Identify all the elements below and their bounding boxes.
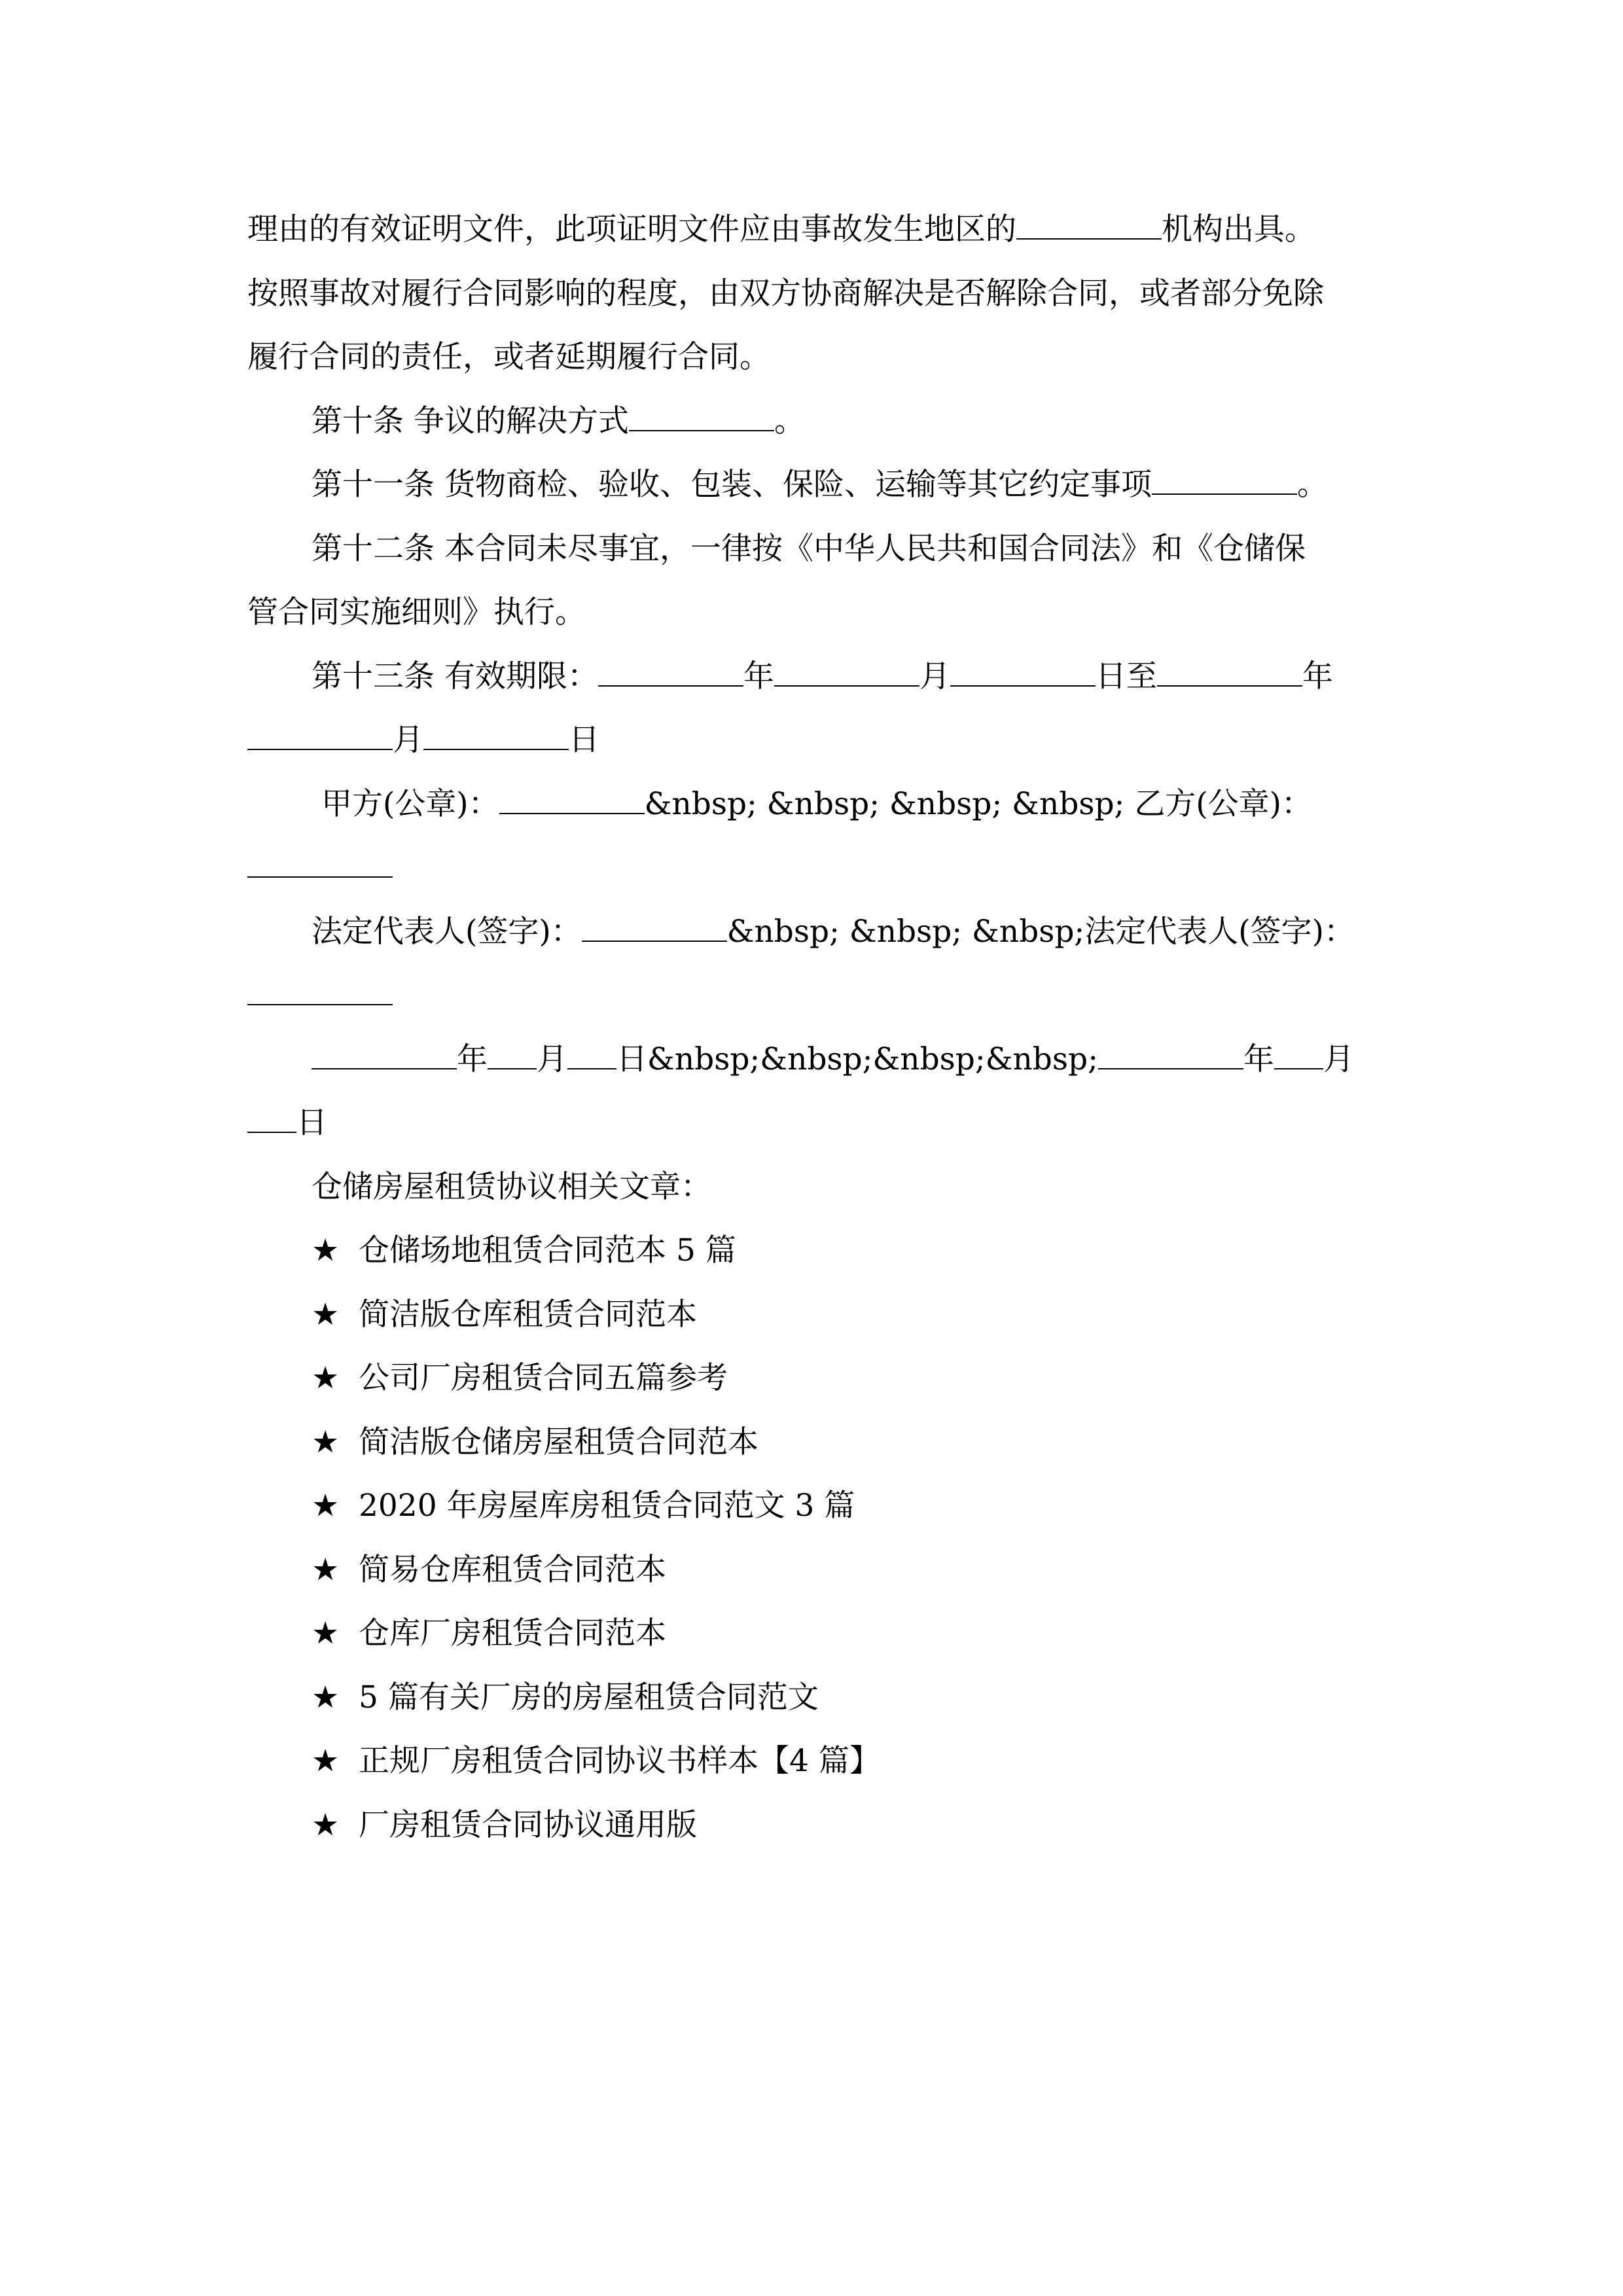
star-icon: ★: [312, 1679, 340, 1715]
fill-in-blank: [567, 1042, 616, 1069]
seal-line: [247, 772, 1380, 836]
text: 年: [743, 658, 774, 694]
fill-in-blank: [1016, 212, 1162, 240]
fill-in-blank: [499, 787, 645, 814]
article-13-continued: [247, 708, 1380, 772]
date-line: [247, 1028, 1380, 1092]
star-icon: ★: [312, 1424, 340, 1460]
related-articles-list: [247, 1219, 1380, 1857]
text: 月: [919, 658, 950, 694]
fill-in-blank: [1098, 1042, 1243, 1069]
related-article-title: 简易仓库租赁合同范本: [359, 1551, 666, 1588]
fill-in-blank: [950, 659, 1096, 687]
nbsp-text: &nbsp; &nbsp; &nbsp; &nbsp;: [644, 785, 1135, 822]
related-article-link[interactable]: [247, 1666, 1380, 1730]
paragraph-line: 按照事故对履行合同影响的程度，由双方协商解决是否解除合同，或者部分免除: [247, 275, 1324, 312]
star-icon: ★: [312, 1232, 340, 1268]
related-article-link[interactable]: [247, 1283, 1380, 1347]
related-article-link[interactable]: [247, 1793, 1380, 1857]
related-article-link[interactable]: [247, 1538, 1380, 1602]
article-12-continued: 管合同实施细则》执行。: [247, 594, 586, 630]
legal-rep-label: 法定代表人(签字)：: [312, 913, 582, 950]
fill-in-blank: [1274, 1042, 1323, 1069]
fill-in-blank: [774, 659, 919, 687]
fill-in-blank: [1152, 467, 1297, 495]
text: 理由的有效证明文件，此项证明文件应由事故发生地区的: [247, 211, 1016, 247]
text: 机构出具。: [1162, 211, 1315, 247]
star-icon: ★: [312, 1296, 340, 1333]
text: 月: [393, 722, 423, 758]
related-article-link[interactable]: [247, 1474, 1380, 1538]
text: 年: [1243, 1041, 1274, 1077]
related-article-title: 5 篇有关厂房的房屋租赁合同范文: [359, 1679, 819, 1715]
fill-in-blank: [423, 723, 569, 750]
related-article-link[interactable]: [247, 1410, 1380, 1475]
nbsp-text: &nbsp;&nbsp;&nbsp;&nbsp;: [647, 1041, 1098, 1077]
fill-in-blank: [247, 850, 393, 878]
fill-in-blank: [1157, 659, 1302, 687]
paragraph-line: [247, 198, 1380, 262]
star-icon: ★: [312, 1615, 340, 1651]
star-icon: ★: [312, 1743, 340, 1779]
date-line-continued: [247, 1091, 1380, 1155]
fill-in-blank: [629, 404, 774, 431]
fill-in-blank: [247, 978, 393, 1005]
related-article-title: 简洁版仓库租赁合同范本: [359, 1296, 697, 1333]
party-a-seal-label: 甲方(公章)：: [312, 785, 499, 822]
star-icon: ★: [312, 1360, 340, 1396]
star-icon: ★: [312, 1488, 340, 1524]
text: 月: [537, 1041, 567, 1077]
text: 第十条 争议的解决方式: [312, 403, 629, 439]
paragraph-line: 履行合同的责任，或者延期履行合同。: [247, 339, 770, 375]
legal-rep-label: 法定代表人(签字)：: [1084, 913, 1355, 950]
fill-in-blank: [488, 1042, 537, 1069]
related-article-title: 公司厂房租赁合同五篇参考: [359, 1360, 728, 1396]
document-page: [247, 198, 1380, 1857]
party-b-seal-label: 乙方(公章)：: [1134, 785, 1313, 822]
fill-in-blank: [247, 723, 393, 750]
text: 日: [296, 1105, 327, 1141]
related-article-link[interactable]: [247, 1602, 1380, 1666]
related-article-title: 简洁版仓储房屋租赁合同范本: [359, 1424, 758, 1460]
text: 年: [457, 1041, 488, 1077]
legal-rep-line: [247, 900, 1380, 964]
text: 日: [616, 1041, 647, 1077]
related-article-title: 厂房租赁合同协议通用版: [359, 1806, 697, 1843]
text: 第十三条 有效期限：: [312, 658, 598, 694]
article-12: 第十二条 本合同未尽事宜，一律按《中华人民共和国合同法》和《仓储保: [312, 530, 1306, 567]
article-13: [247, 645, 1380, 709]
text: 月: [1323, 1041, 1354, 1077]
text: 日至: [1095, 658, 1157, 694]
article-11: [247, 453, 1380, 517]
text: 第十一条 货物商检、验收、包装、保险、运输等其它约定事项: [312, 467, 1152, 503]
text: 年: [1302, 658, 1333, 694]
related-article-title: 正规厂房租赁合同协议书样本【4 篇】: [359, 1743, 880, 1779]
text: 。: [1296, 467, 1328, 503]
related-article-link[interactable]: [247, 1729, 1380, 1793]
related-article-link[interactable]: [247, 1346, 1380, 1410]
text: 日: [569, 722, 599, 758]
fill-in-blank: [247, 1105, 296, 1133]
article-10: [247, 389, 1380, 454]
legal-rep-line-continued: [247, 963, 1380, 1028]
related-article-link[interactable]: [247, 1219, 1380, 1283]
text: 。: [774, 403, 805, 439]
fill-in-blank: [582, 914, 727, 942]
related-article-title: 2020 年房屋库房租赁合同范文 3 篇: [359, 1488, 855, 1524]
related-article-title: 仓库厂房租赁合同范本: [359, 1615, 666, 1651]
nbsp-text: &nbsp; &nbsp; &nbsp;: [726, 913, 1085, 950]
seal-line-continued: [247, 836, 1380, 900]
star-icon: ★: [312, 1806, 340, 1843]
fill-in-blank: [312, 1042, 457, 1069]
related-articles-heading: 仓储房屋租赁协议相关文章：: [312, 1168, 711, 1205]
star-icon: ★: [312, 1551, 340, 1588]
fill-in-blank: [598, 659, 743, 687]
related-article-title: 仓储场地租赁合同范本 5 篇: [359, 1232, 736, 1268]
